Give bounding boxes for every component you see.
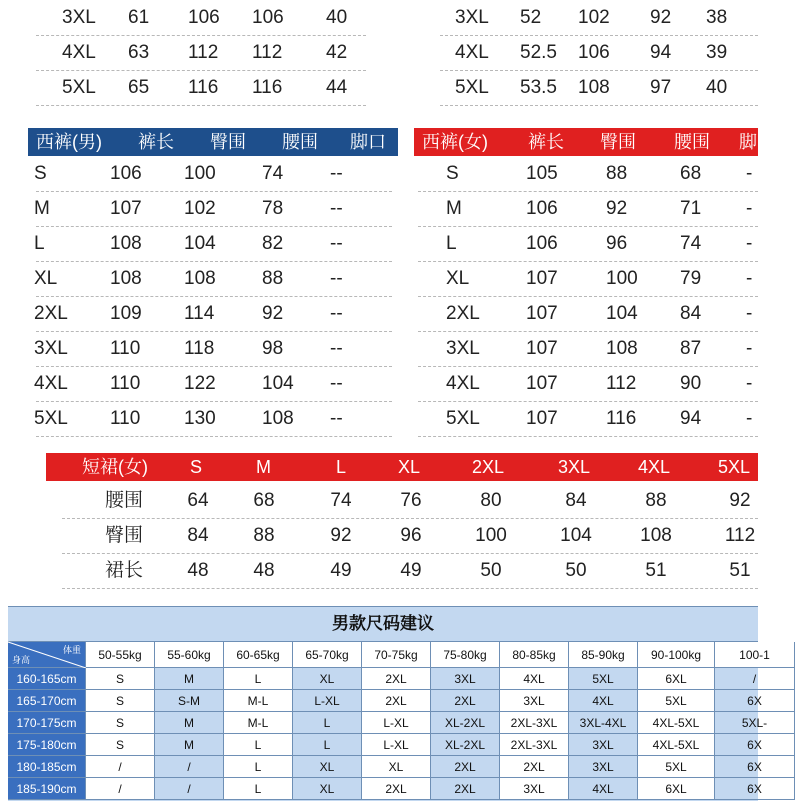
value-cell: 40 bbox=[326, 7, 348, 28]
header-cell: S bbox=[190, 457, 203, 477]
value-cell: 50 bbox=[480, 560, 502, 581]
value-cell: 98 bbox=[262, 338, 284, 359]
value-cell: 107 bbox=[526, 268, 558, 289]
size-cell: 3XL bbox=[569, 756, 638, 778]
size-cell: 2XL bbox=[362, 778, 431, 800]
header-cell: XL bbox=[398, 457, 421, 477]
size-cell: 5XL- bbox=[715, 712, 795, 734]
table-row bbox=[36, 35, 366, 71]
size-cell: 5XL bbox=[638, 756, 715, 778]
size-cell: 2XL-3XL bbox=[500, 712, 569, 734]
size-cell: XL bbox=[446, 268, 470, 289]
header-cell: 裤长 bbox=[138, 132, 174, 152]
size-cell: 2XL-3XL bbox=[500, 734, 569, 756]
height-header: 165-170cm bbox=[8, 690, 86, 712]
value-cell: 68 bbox=[680, 163, 702, 184]
value-cell: 82 bbox=[262, 233, 284, 254]
value-cell: 106 bbox=[526, 233, 558, 254]
value-cell: 78 bbox=[262, 198, 284, 219]
value-cell: 107 bbox=[526, 373, 558, 394]
skirt-header bbox=[46, 453, 758, 481]
value-cell: 112 bbox=[606, 373, 637, 394]
value-cell: - bbox=[746, 303, 753, 324]
size-cell: 5XL bbox=[62, 77, 96, 98]
value-cell: 40 bbox=[706, 77, 728, 98]
weight-header: 65-70kg bbox=[293, 642, 362, 668]
value-cell: 108 bbox=[110, 233, 142, 254]
measure-label: 腰围 bbox=[104, 490, 143, 511]
header-cell: 腰围 bbox=[674, 132, 710, 152]
value-cell: 108 bbox=[606, 338, 638, 359]
value-cell: 122 bbox=[184, 373, 216, 394]
header-cell: 腰围 bbox=[282, 132, 318, 152]
value-cell: 96 bbox=[400, 525, 422, 546]
size-cell: XL-2XL bbox=[431, 734, 500, 756]
size-cell: L bbox=[446, 233, 457, 254]
size-cell: 6X bbox=[715, 734, 795, 756]
header-cell: 裤长 bbox=[528, 132, 564, 152]
value-cell: 106 bbox=[578, 42, 610, 63]
table-row bbox=[62, 483, 758, 519]
size-cell: / bbox=[155, 756, 224, 778]
header-cell: 臀围 bbox=[600, 132, 636, 152]
table-row bbox=[36, 331, 392, 367]
size-cell: 3XL-4XL bbox=[569, 712, 638, 734]
weight-header: 85-90kg bbox=[569, 642, 638, 668]
value-cell: 52 bbox=[520, 7, 542, 28]
value-cell: -- bbox=[330, 303, 343, 324]
height-header: 175-180cm bbox=[8, 734, 86, 756]
size-cell: 3XL bbox=[34, 338, 68, 359]
table-row bbox=[36, 261, 392, 297]
value-cell: 92 bbox=[330, 525, 352, 546]
value-cell: 38 bbox=[706, 7, 728, 28]
header-cell: 5XL bbox=[718, 457, 751, 477]
table-row bbox=[36, 70, 366, 106]
value-cell: - bbox=[746, 338, 753, 359]
size-cell: XL bbox=[293, 756, 362, 778]
size-cell: S bbox=[86, 690, 155, 712]
value-cell: 112 bbox=[252, 42, 283, 63]
size-cell: 4XL bbox=[34, 373, 68, 394]
value-cell: 130 bbox=[184, 408, 216, 429]
size-cell: M bbox=[155, 734, 224, 756]
size-cell: 5XL bbox=[34, 408, 68, 429]
size-cell: 2XL bbox=[446, 303, 480, 324]
value-cell: 84 bbox=[565, 490, 587, 511]
value-cell: 112 bbox=[188, 42, 219, 63]
value-cell: 39 bbox=[706, 42, 728, 63]
size-cell: 4XL bbox=[569, 690, 638, 712]
size-cell: 2XL bbox=[34, 303, 68, 324]
size-cell: XL bbox=[34, 268, 58, 289]
value-cell: 102 bbox=[184, 198, 216, 219]
size-cell: XL bbox=[362, 756, 431, 778]
size-cell: 5XL bbox=[569, 668, 638, 690]
size-cell: 3XL bbox=[569, 734, 638, 756]
size-cell: L bbox=[224, 778, 293, 800]
value-cell: 79 bbox=[680, 268, 702, 289]
value-cell: 110 bbox=[110, 338, 141, 359]
height-header: 160-165cm bbox=[8, 668, 86, 690]
value-cell: -- bbox=[330, 163, 343, 184]
value-cell: 105 bbox=[526, 163, 558, 184]
size-cell: 2XL bbox=[431, 690, 500, 712]
value-cell: 48 bbox=[187, 560, 209, 581]
value-cell: 108 bbox=[262, 408, 294, 429]
value-cell: - bbox=[746, 408, 753, 429]
weight-header: 80-85kg bbox=[500, 642, 569, 668]
value-cell: -- bbox=[330, 198, 343, 219]
table-row bbox=[36, 226, 392, 262]
size-cell: 4XL bbox=[62, 42, 96, 63]
value-cell: 96 bbox=[606, 233, 628, 254]
size-cell: 2XL bbox=[431, 756, 500, 778]
table-row bbox=[418, 401, 758, 437]
table-row bbox=[418, 226, 758, 262]
value-cell: 88 bbox=[606, 163, 628, 184]
value-cell: 107 bbox=[526, 408, 558, 429]
size-cell: L bbox=[224, 734, 293, 756]
value-cell: - bbox=[746, 163, 753, 184]
value-cell: 107 bbox=[526, 303, 558, 324]
table-row bbox=[418, 191, 758, 227]
value-cell: 88 bbox=[253, 525, 275, 546]
size-cell: 3XL bbox=[455, 7, 489, 28]
table-row bbox=[36, 366, 392, 402]
table-row bbox=[418, 296, 758, 332]
value-cell: 68 bbox=[253, 490, 275, 511]
header-cell: 短裙(女) bbox=[82, 457, 148, 477]
size-cell: S bbox=[446, 163, 459, 184]
size-cell: L bbox=[293, 734, 362, 756]
size-cell: L bbox=[34, 233, 45, 254]
size-cell: 2XL bbox=[431, 778, 500, 800]
size-cell: XL-2XL bbox=[431, 712, 500, 734]
size-cell: M bbox=[34, 198, 50, 219]
header-cell: 4XL bbox=[638, 457, 671, 477]
women-pants-header bbox=[414, 128, 758, 156]
table-row bbox=[440, 0, 758, 36]
table-row bbox=[418, 156, 758, 192]
size-cell: L-XL bbox=[362, 734, 431, 756]
weight-header: 70-75kg bbox=[362, 642, 431, 668]
header-cell: 3XL bbox=[558, 457, 591, 477]
size-cell: S bbox=[86, 734, 155, 756]
size-cell: M-L bbox=[224, 712, 293, 734]
value-cell: -- bbox=[330, 338, 343, 359]
size-recommendation-grid bbox=[8, 606, 770, 801]
value-cell: 63 bbox=[128, 42, 150, 63]
value-cell: 76 bbox=[400, 490, 422, 511]
value-cell: 107 bbox=[110, 198, 142, 219]
table-row bbox=[418, 366, 758, 402]
value-cell: 97 bbox=[650, 77, 672, 98]
table-row bbox=[36, 191, 392, 227]
value-cell: 106 bbox=[188, 7, 220, 28]
table-row bbox=[418, 261, 758, 297]
value-cell: 84 bbox=[187, 525, 209, 546]
value-cell: 48 bbox=[253, 560, 275, 581]
value-cell: 94 bbox=[650, 42, 672, 63]
value-cell: 74 bbox=[262, 163, 284, 184]
size-cell: 5XL bbox=[446, 408, 480, 429]
corner-cell bbox=[8, 642, 86, 668]
weight-header: 50-55kg bbox=[86, 642, 155, 668]
table-row bbox=[36, 156, 392, 192]
weight-header: 60-65kg bbox=[224, 642, 293, 668]
weight-header: 55-60kg bbox=[155, 642, 224, 668]
value-cell: 112 bbox=[724, 525, 756, 546]
value-cell: 64 bbox=[187, 490, 209, 511]
value-cell: 65 bbox=[128, 77, 150, 98]
header-cell: 西裤(男) bbox=[36, 132, 102, 152]
value-cell: 116 bbox=[606, 408, 637, 429]
value-cell: 104 bbox=[606, 303, 638, 324]
value-cell: 108 bbox=[578, 77, 610, 98]
value-cell: 44 bbox=[326, 77, 348, 98]
size-cell: 6XL bbox=[638, 668, 715, 690]
value-cell: 104 bbox=[560, 525, 592, 546]
size-cell: S bbox=[86, 668, 155, 690]
value-cell: 118 bbox=[184, 338, 215, 359]
value-cell: 74 bbox=[680, 233, 702, 254]
value-cell: 90 bbox=[680, 373, 702, 394]
height-header: 185-190cm bbox=[8, 778, 86, 800]
value-cell: 116 bbox=[252, 77, 283, 98]
value-cell: 88 bbox=[262, 268, 284, 289]
value-cell: 106 bbox=[526, 198, 558, 219]
value-cell: 52.5 bbox=[520, 42, 557, 63]
value-cell: - bbox=[746, 233, 753, 254]
size-cell: 4XL-5XL bbox=[638, 712, 715, 734]
size-cell: M bbox=[155, 712, 224, 734]
size-cell: 6X bbox=[715, 756, 795, 778]
size-cell: M bbox=[155, 668, 224, 690]
size-cell: 4XL bbox=[569, 778, 638, 800]
value-cell: 100 bbox=[606, 268, 638, 289]
value-cell: 107 bbox=[526, 338, 558, 359]
size-cell: S bbox=[34, 163, 47, 184]
size-cell: / bbox=[715, 668, 795, 690]
value-cell: 106 bbox=[110, 163, 142, 184]
size-cell: 2XL bbox=[500, 756, 569, 778]
table-row bbox=[440, 35, 758, 71]
header-cell: 臀围 bbox=[210, 132, 246, 152]
value-cell: 110 bbox=[110, 373, 141, 394]
value-cell: 108 bbox=[640, 525, 672, 546]
size-cell: 4XL bbox=[500, 668, 569, 690]
size-cell: 6X bbox=[715, 778, 795, 800]
table-row bbox=[36, 0, 366, 36]
value-cell: 102 bbox=[578, 7, 610, 28]
size-cell: M-L bbox=[224, 690, 293, 712]
table-row bbox=[36, 296, 392, 332]
grid-title: 男款尺码建议 bbox=[8, 607, 758, 642]
value-cell: - bbox=[746, 268, 753, 289]
size-cell: L bbox=[293, 712, 362, 734]
size-cell: S-M bbox=[155, 690, 224, 712]
size-cell: 5XL bbox=[638, 690, 715, 712]
size-cell: 5XL bbox=[455, 77, 489, 98]
weight-header: 90-100kg bbox=[638, 642, 715, 668]
size-cell: L bbox=[224, 668, 293, 690]
table-row bbox=[62, 553, 758, 589]
value-cell: 49 bbox=[330, 560, 352, 581]
header-cell: 脚 bbox=[739, 132, 757, 152]
size-cell: L bbox=[224, 756, 293, 778]
size-cell: / bbox=[86, 756, 155, 778]
header-cell: 2XL bbox=[472, 457, 505, 477]
size-cell: 3XL bbox=[500, 690, 569, 712]
table-row bbox=[62, 518, 758, 554]
value-cell: 94 bbox=[680, 408, 702, 429]
value-cell: 84 bbox=[680, 303, 702, 324]
size-cell: 3XL bbox=[431, 668, 500, 690]
value-cell: 71 bbox=[680, 198, 702, 219]
size-cell: M bbox=[446, 198, 462, 219]
size-cell: L-XL bbox=[293, 690, 362, 712]
size-cell: 6X bbox=[715, 690, 795, 712]
value-cell: 92 bbox=[262, 303, 284, 324]
header-cell: L bbox=[336, 457, 347, 477]
header-cell: M bbox=[256, 457, 271, 477]
measure-label: 臀围 bbox=[104, 525, 143, 546]
value-cell: 108 bbox=[110, 268, 142, 289]
value-cell: -- bbox=[330, 233, 343, 254]
value-cell: 87 bbox=[680, 338, 702, 359]
size-cell: 3XL bbox=[62, 7, 96, 28]
value-cell: 104 bbox=[184, 233, 216, 254]
value-cell: 88 bbox=[645, 490, 667, 511]
value-cell: 106 bbox=[252, 7, 284, 28]
size-cell: 3XL bbox=[446, 338, 480, 359]
value-cell: 80 bbox=[480, 490, 502, 511]
weight-header: 75-80kg bbox=[431, 642, 500, 668]
table-row bbox=[418, 331, 758, 367]
value-cell: 100 bbox=[475, 525, 507, 546]
value-cell: 92 bbox=[606, 198, 628, 219]
value-cell: 74 bbox=[330, 490, 352, 511]
value-cell: 100 bbox=[184, 163, 216, 184]
value-cell: 114 bbox=[184, 303, 215, 324]
size-cell: 4XL bbox=[455, 42, 489, 63]
header-cell: 脚口 bbox=[350, 132, 386, 152]
size-cell: 6XL bbox=[638, 778, 715, 800]
value-cell: - bbox=[746, 373, 753, 394]
value-cell: 49 bbox=[400, 560, 422, 581]
size-cell: 4XL bbox=[446, 373, 480, 394]
size-cell: L-XL bbox=[362, 712, 431, 734]
value-cell: 104 bbox=[262, 373, 294, 394]
height-label: 身高 bbox=[12, 655, 31, 665]
size-cell: XL bbox=[293, 668, 362, 690]
size-cell: S bbox=[86, 712, 155, 734]
weight-label: 体重 bbox=[62, 645, 81, 655]
value-cell: 42 bbox=[326, 42, 348, 63]
value-cell: 61 bbox=[128, 7, 150, 28]
value-cell: 51 bbox=[729, 560, 751, 581]
value-cell: 51 bbox=[645, 560, 667, 581]
value-cell: -- bbox=[330, 408, 343, 429]
value-cell: 116 bbox=[188, 77, 219, 98]
value-cell: -- bbox=[330, 268, 343, 289]
measure-label: 裙长 bbox=[104, 560, 143, 581]
value-cell: 108 bbox=[184, 268, 216, 289]
size-cell: 2XL bbox=[362, 690, 431, 712]
value-cell: 109 bbox=[110, 303, 142, 324]
size-cell: / bbox=[155, 778, 224, 800]
men-pants-header bbox=[28, 128, 398, 156]
height-header: 180-185cm bbox=[8, 756, 86, 778]
size-cell: 4XL-5XL bbox=[638, 734, 715, 756]
size-cell: / bbox=[86, 778, 155, 800]
table-row bbox=[440, 70, 758, 106]
value-cell: 92 bbox=[650, 7, 672, 28]
value-cell: 92 bbox=[729, 490, 751, 511]
value-cell: -- bbox=[330, 373, 343, 394]
value-cell: 50 bbox=[565, 560, 587, 581]
weight-header: 100-1 bbox=[715, 642, 795, 668]
value-cell: 110 bbox=[110, 408, 141, 429]
height-header: 170-175cm bbox=[8, 712, 86, 734]
size-cell: 2XL bbox=[362, 668, 431, 690]
size-cell: 3XL bbox=[500, 778, 569, 800]
table-row bbox=[36, 401, 392, 437]
value-cell: - bbox=[746, 198, 753, 219]
header-cell: 西裤(女) bbox=[422, 132, 488, 152]
value-cell: 53.5 bbox=[520, 77, 557, 98]
size-cell: XL bbox=[293, 778, 362, 800]
